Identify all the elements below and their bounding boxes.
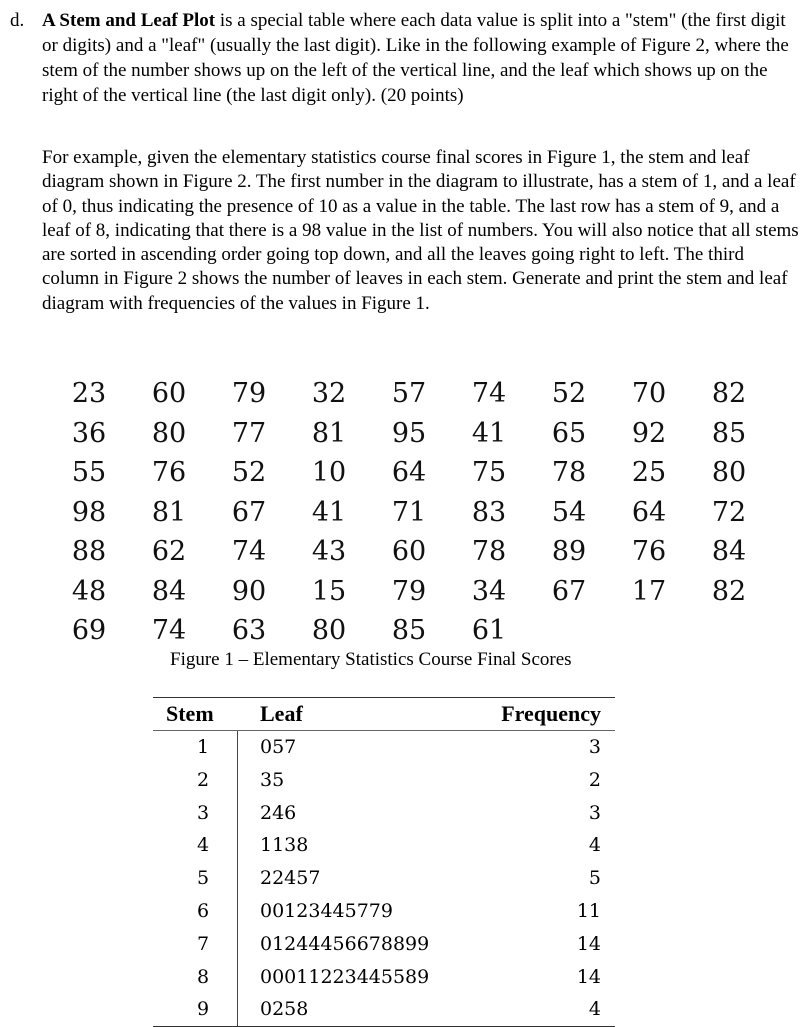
score-value: 41 [471,417,507,449]
score-value: 64 [391,457,427,488]
stem-cell: 1 [196,736,210,758]
figure1-caption: Figure 1 – Elementary Statistics Course Final Scores [170,649,572,670]
stem-cell: 8 [196,965,210,988]
score-value: 85 [711,417,747,449]
score-value: 72 [711,496,747,528]
score-value: 82 [711,378,747,409]
question-intro [42,8,797,108]
frequency-cell: 3 [588,801,601,824]
score-value: 64 [631,496,667,528]
stem-cell: 7 [196,932,210,955]
table-row [153,829,615,862]
score-value: 74 [471,378,507,409]
frequency-cell: 3 [588,736,601,758]
stem-cell: 3 [196,801,210,824]
score-value: 85 [391,615,427,646]
stem-cell: 4 [196,834,210,857]
score-value: 83 [471,496,507,528]
score-row [64,495,764,535]
score-value: 76 [631,536,667,567]
score-value: 62 [151,536,187,567]
leaf-cell: 00123445779 [260,899,393,922]
score-value: 88 [71,536,107,567]
score-value: 41 [311,496,347,528]
stem-cell: 2 [196,768,210,791]
score-value: 82 [711,575,747,607]
example-paragraph: For example, given the elementary statistics course final scores in Figure 1, the stem and leaf diagram shown in Figure 2. The first number in the diagram to illustrate, has a stem of 1, and a leaf of 0, thus indicating the presence of 10 as a value in the table. The last row has a stem of 9, and a leaf of 8, indicating that there is a 98 value in the list of numbers. You will also notice that all stems are sorted in ascending order going top down, and all the leaves going right to left. The third column in Figure 2 shows the number of leaves in each stem. Generate and print the stem and leaf diagram with frequencies of the values in Figure 1. [42,147,799,314]
table-row [153,797,615,830]
score-value: 60 [391,536,427,567]
score-value: 61 [471,615,507,646]
table-row [153,895,615,928]
score-value: 52 [551,378,587,409]
frequency-cell: 5 [588,867,601,890]
table-row [153,764,615,797]
score-value: 23 [71,378,107,409]
figure2-stem-leaf-table [153,697,615,1027]
table-row [153,928,615,961]
score-value: 17 [631,575,667,607]
score-value: 67 [551,575,587,607]
score-value: 84 [711,536,747,567]
stem-cell: 9 [196,998,210,1021]
score-value: 74 [151,615,187,646]
leaf-cell: 01244456678899 [260,932,430,955]
score-row [64,613,764,653]
score-value: 78 [551,457,587,488]
header-leaf: Leaf [260,701,303,726]
score-value: 79 [391,575,427,607]
score-value: 43 [311,536,347,567]
score-value: 79 [231,378,267,409]
score-value: 84 [151,575,187,607]
frequency-cell: 4 [588,998,601,1021]
score-value: 74 [231,536,267,567]
leaf-cell: 22457 [260,867,321,890]
score-value: 95 [391,417,427,449]
leaf-cell: 35 [260,768,285,791]
score-value: 80 [711,457,747,488]
question-intro-text: is a special table where each data value is split into a "stem" (the first digit or digits) and a "leaf" (usually the last digit). Like in the following example of Figure 2, where the stem of the number shows up on the left of the vertical line, and the leaf which shows up on the right of the vertical line (the last digit only). (20 points) [42,10,789,106]
score-row [64,455,764,495]
score-value: 75 [471,457,507,488]
header-stem: Stem [166,701,214,726]
score-row [64,534,764,574]
score-value: 48 [71,575,107,607]
score-value: 71 [391,496,427,528]
score-value: 55 [71,457,107,488]
score-value: 34 [471,575,507,607]
score-value: 25 [631,457,667,488]
frequency-cell: 4 [588,834,601,857]
score-value: 63 [231,615,267,646]
score-row [64,574,764,614]
table-header-row [153,698,615,731]
score-value: 90 [231,575,267,607]
frequency-cell: 11 [576,899,601,922]
score-value: 65 [551,417,587,449]
table-row [153,961,615,994]
score-value: 32 [311,378,347,409]
score-row [64,376,764,416]
question-title: A Stem and Leaf Plot [42,10,216,31]
score-value: 10 [311,457,347,488]
score-value: 36 [71,417,107,449]
frequency-cell: 14 [576,932,601,955]
leaf-cell: 0258 [260,998,309,1021]
score-value: 76 [151,457,187,488]
score-value: 77 [231,417,267,449]
question-label: d. [10,10,25,31]
score-value: 81 [311,417,347,449]
score-row [64,416,764,456]
score-value: 67 [231,496,267,528]
stem-cell: 5 [196,867,210,890]
leaf-cell: 057 [260,736,297,758]
score-value: 15 [311,575,347,607]
leaf-cell: 00011223445589 [260,965,430,988]
score-value: 54 [551,496,587,528]
table-row [153,993,615,1026]
frequency-cell: 2 [588,768,601,791]
table-row [153,862,615,895]
header-frequency: Frequency [501,701,601,726]
score-value: 78 [471,536,507,567]
leaf-cell: 1138 [260,834,309,857]
table-row [153,731,615,764]
score-value: 57 [391,378,427,409]
score-value: 52 [231,457,267,488]
frequency-cell: 14 [576,965,601,988]
score-value: 92 [631,417,667,449]
score-value: 60 [151,378,187,409]
score-value: 81 [151,496,187,528]
stem-cell: 6 [196,899,210,922]
score-value: 80 [311,615,347,646]
score-value: 69 [71,615,107,646]
score-value: 98 [71,496,107,528]
figure1-scores-grid [64,376,764,653]
score-value: 89 [551,536,587,567]
score-value: 70 [631,378,667,409]
leaf-cell: 246 [260,801,297,824]
score-value: 80 [151,417,187,449]
